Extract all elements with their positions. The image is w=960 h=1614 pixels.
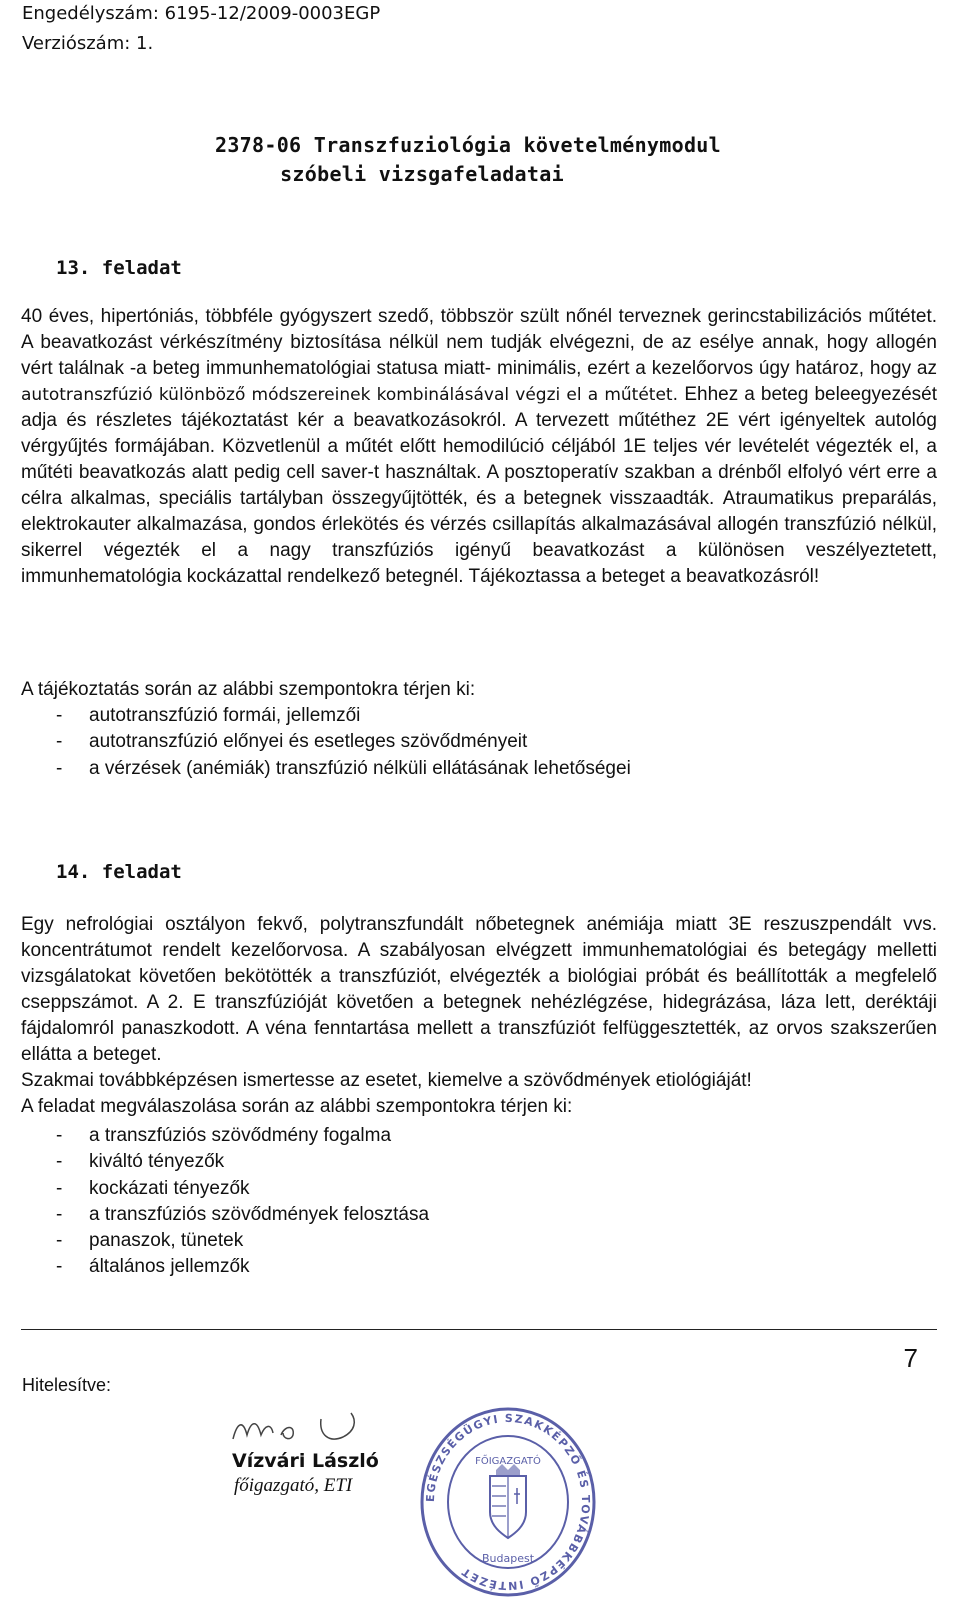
svg-text:Budapest: Budapest: [481, 1552, 535, 1565]
task-13-body-part1: 40 éves, hipertóniás, többféle gyógyszert szedő, többször szült nőnél terveznek gerincstabilizációs műtétet. A beavatkozást vérkészítmény biztosítása nélkül nem tudják elvégezni, de az esélye annak, hogy allogén vért találnak -a beteg immunhematológiai statusa miatt- minimális, ezért a kezelőorvos úgy határoz, hogy az: [21, 306, 937, 379]
document-subtitle: szóbeli vizsgafeladatai: [280, 162, 564, 186]
task-14-body: [21, 912, 937, 1120]
signer-name: Vízvári László: [232, 1450, 379, 1472]
list-item: - kockázati tényezők: [56, 1177, 250, 1199]
task-13-body: [21, 304, 937, 590]
task-14-criteria-intro: A feladat megválaszolása során az alábbi szempontokra térjen ki:: [21, 1096, 573, 1117]
svg-text:EGÉSZSÉGÜGYI SZAKKÉPZŐ ÉS TOVÁ: EGÉSZSÉGÜGYI SZAKKÉPZŐ ÉS TOVÁBBKÉPZŐ INTÉZET: [423, 1411, 593, 1593]
list-item: - autotranszfúzió formái, jellemzői: [56, 705, 361, 726]
task-14-body-part1: Egy nefrológiai osztályon fekvő, polytranszfundált nőbetegnek anémiája miatt 3E reszuszpendált vvs. koncentrátumot rendelt kezelőorvosa. A szabályosan elvégzett immunhematológiai és betegágy melletti vizsgálatokat követően bekötötték a transzfúziót, elvégezték a biológiai próbát és beállították a megfelelő cseppszámot. A 2. E transzfúzióját követően a betegnek nehézlégzése, hidegrázása, láza lett, deréktáji fájdalomról panaszkodott. A véna fenntartása mellett a transzfúziót felfüggesztették, az orvos szakszerűen ellátta a beteget.: [21, 914, 937, 1065]
certified-label: Hitelesítve:: [22, 1375, 112, 1395]
svg-text:FŐIGAZGATÓ: FŐIGAZGATÓ: [475, 1456, 541, 1467]
version-number: Verziószám: 1.: [22, 33, 154, 54]
task-13-body-part2: autotranszfúzió különböző módszereinek kombinálásával végzi el a műtétet.: [21, 385, 678, 405]
task-13-criteria-list: [21, 703, 631, 782]
task-14-heading: 14. feladat: [56, 861, 182, 883]
signer-title: főigazgató, ETI: [234, 1475, 353, 1496]
list-item: - a transzfúziós szövődmény fogalma: [56, 1125, 392, 1146]
task-14-body-part2: Szakmai továbbképzésen ismertesse az esetet, kiemelve a szövődmények etiológiáját!: [21, 1070, 752, 1091]
signature-image: [225, 1405, 385, 1445]
task-13-body-part4: Atraumatikus preparálás, elektrokauter alkalmazása, gondos érlekötés és vérzés csillapítás alkalmazásával allogén transzfúzió nélkül, sikerrel végezték el a nagy transzfúziós igényű beavatkozást a különösen veszélyeztetett, immunhematológia kockázattal rendelkező betegnél. Tájékoztassa a beteget a beavatkozásról!: [21, 488, 937, 587]
list-item: - panaszok, tünetek: [56, 1230, 244, 1252]
official-stamp-icon: [418, 1404, 598, 1600]
license-number: Engedélyszám: 6195-12/2009-0003EGP: [22, 3, 381, 24]
list-item: - autotranszfúzió előnyei és esetleges szövődményeit: [56, 731, 528, 753]
list-item: - kiváltó tényezők: [56, 1151, 225, 1173]
task-13-body-part3: Ehhez a beteg beleegyezését adja és részletes tájékoztatást kér a beavatkozásokról. A tervezett műtéthez 2E vért igényeltek autológ vérgyűjtés formájában. Közvetlenül a műtét előtt hemodilúció céljából 1E teljes vér levételét végezték el, a műtéti beavatkozás alatt pedig cell saver-t használtak. A posztoperatív szakban a drénből elfolyó vért erre a célra alkalmas, speciális tartályban összegyűjtötték, és a betegnek visszaadták.: [21, 384, 937, 509]
list-item: - a vérzések (anémiák) transzfúzió nélküli ellátásának lehetőségei: [56, 757, 631, 779]
list-item: - a transzfúziós szövődmények felosztása: [56, 1203, 430, 1225]
task-13-criteria-intro: A tájékoztatás során az alábbi szempontokra térjen ki:: [21, 679, 476, 700]
list-item: - általános jellemzők: [56, 1256, 250, 1278]
task-13-heading: 13. feladat: [56, 257, 182, 279]
page-number: 7: [903, 1343, 918, 1373]
task-14-criteria-list: [21, 1123, 429, 1281]
footer-divider: [21, 1329, 937, 1330]
document-title: 2378-06 Transzfuziológia követelménymodul: [215, 133, 721, 157]
